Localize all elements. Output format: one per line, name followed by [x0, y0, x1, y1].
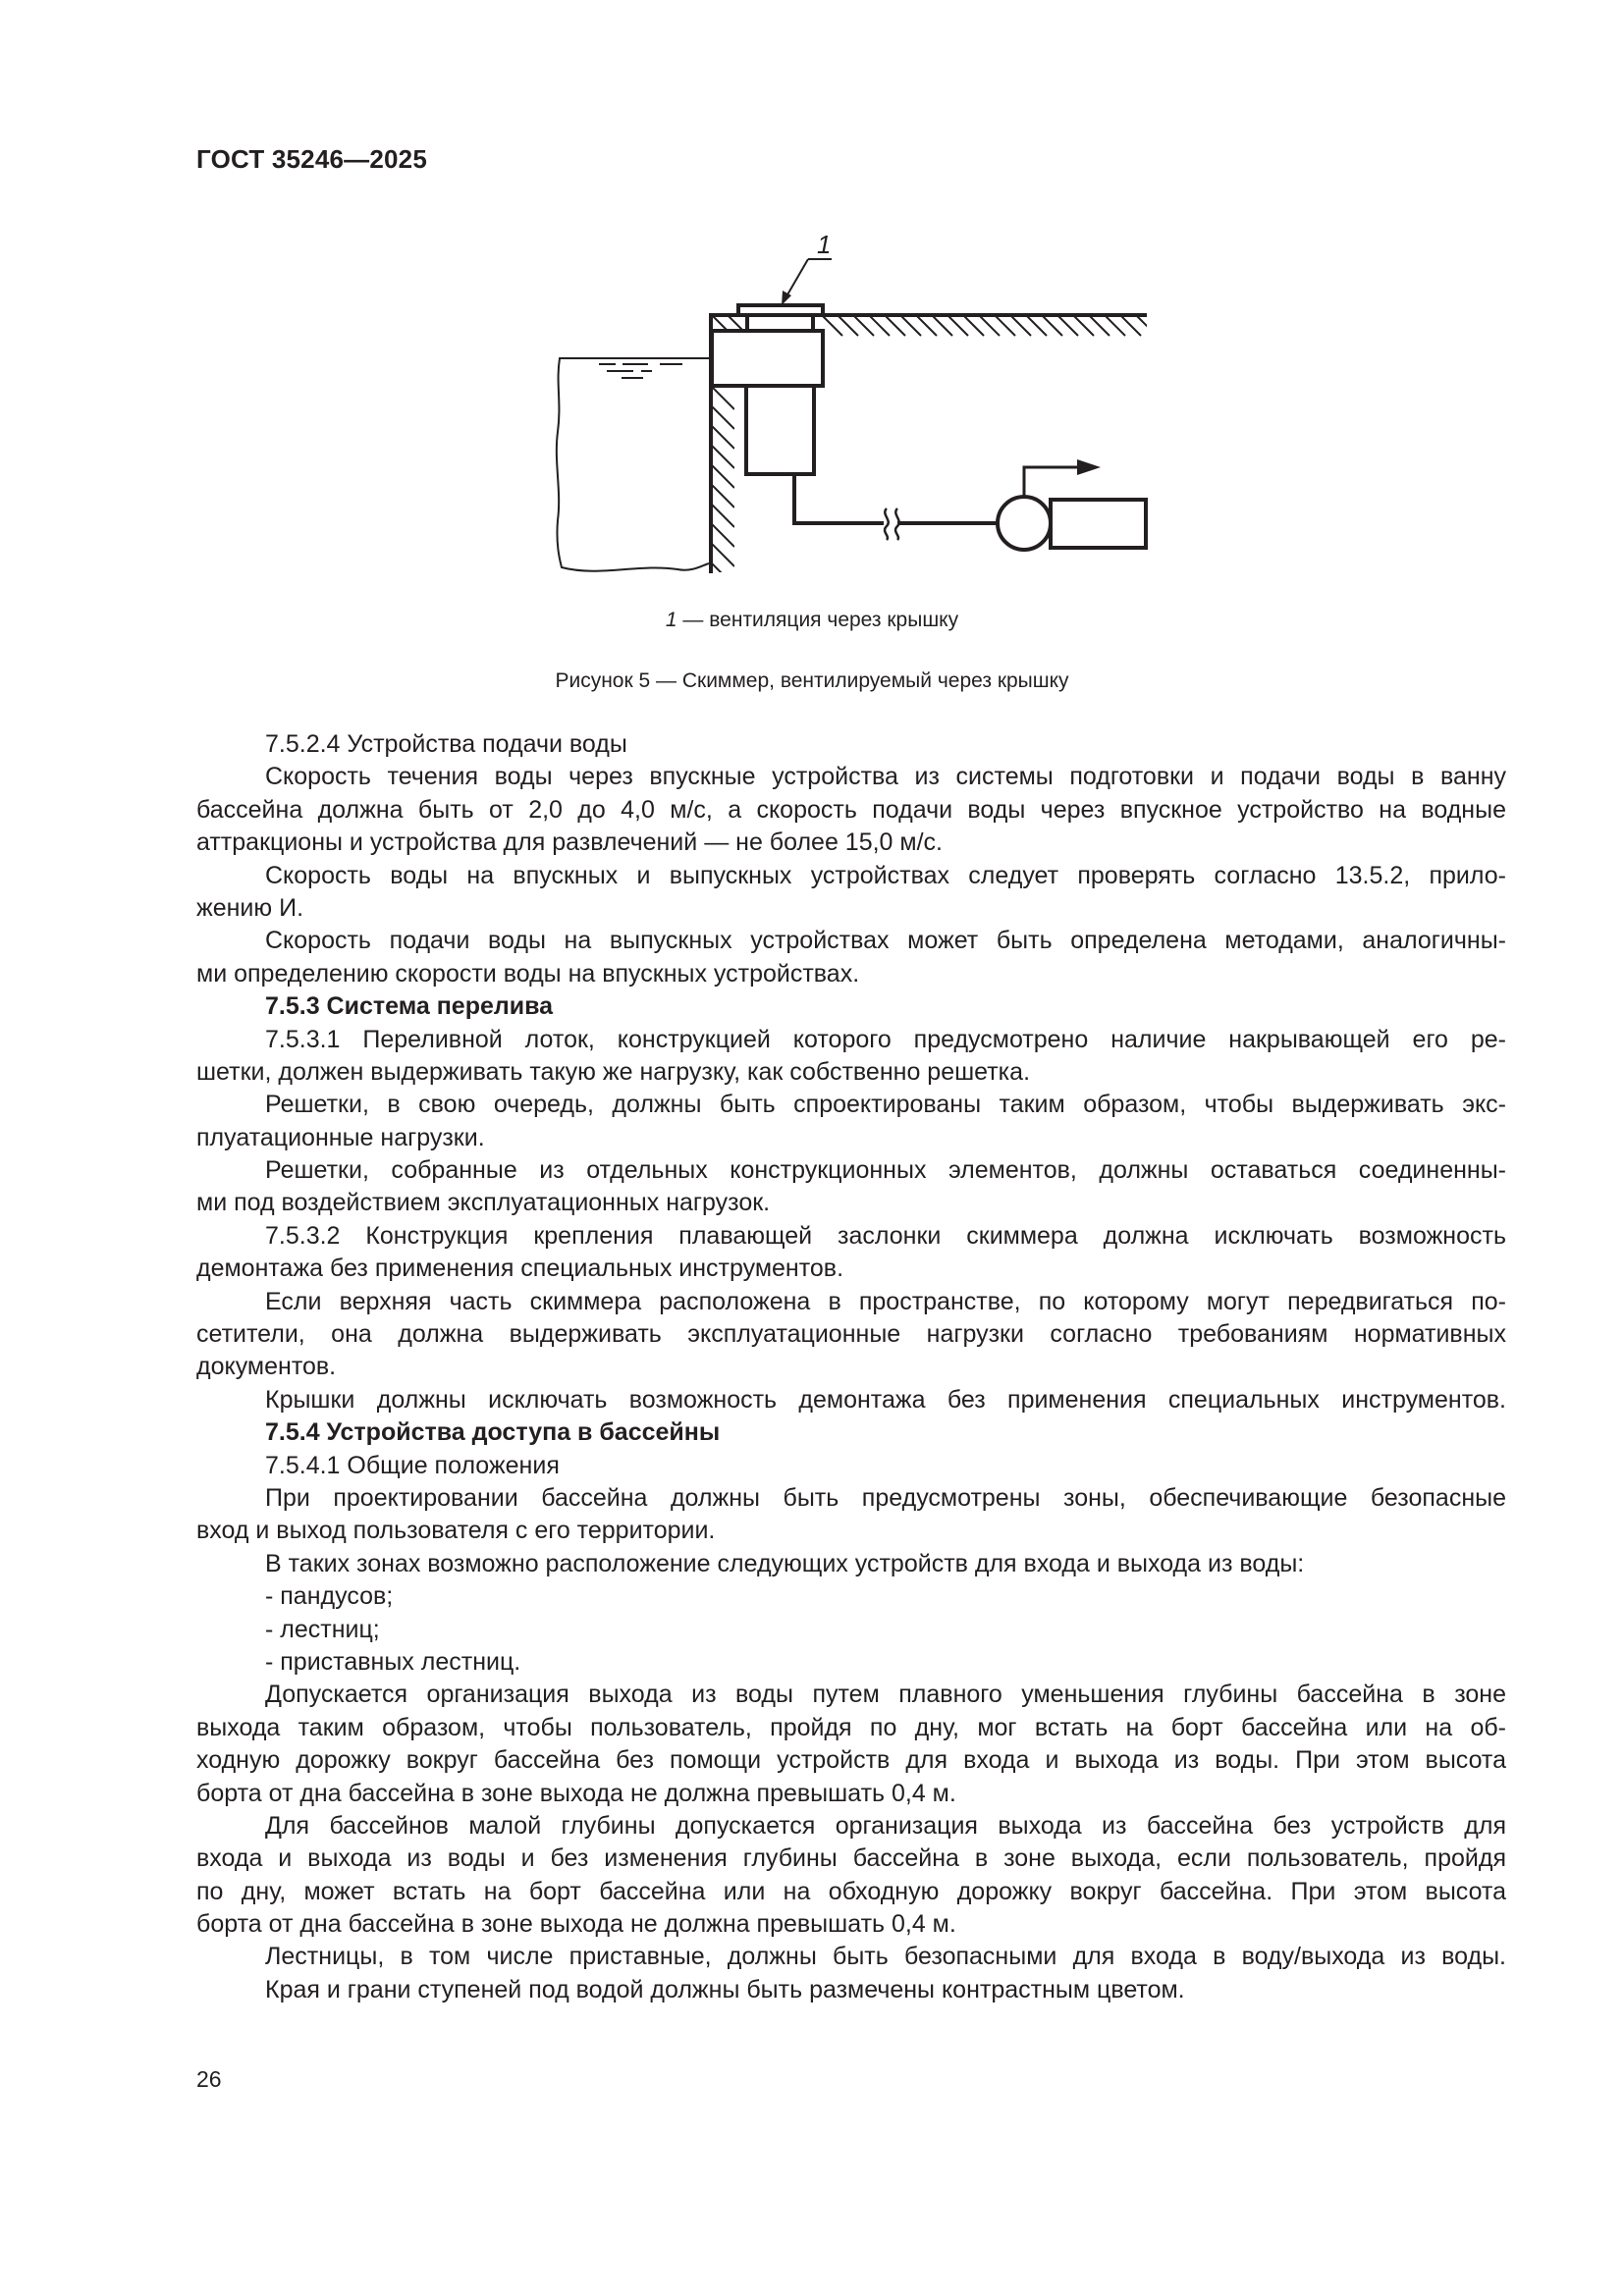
text-line: ми под воздействием эксплуатационных нагрузок.: [196, 1189, 771, 1217]
text-line: вход и выход пользователя с его территории.: [196, 1517, 716, 1545]
text-line: сетители, она должна выдерживать эксплуатационные нагрузки согласно требованиям нормативных: [196, 1320, 1506, 1349]
subsection-title: 7.5.2.4 Устройства подачи воды: [265, 730, 627, 758]
section-heading: 7.5.3 Система перелива: [265, 992, 554, 1021]
text-line: входа и выхода из воды и без изменения глубины бассейна в зоне выхода, если пользователь, пройдя: [196, 1844, 1506, 1873]
pump-motor: [1051, 500, 1146, 548]
text-line: Края и грани ступеней под водой должны быть размечены контрастным цветом.: [265, 1975, 1185, 2003]
text-line: Решетки, в свою очередь, должны быть спроектированы таким образом, чтобы выдерживать экс-: [265, 1091, 1506, 1119]
skimmer-lid: [738, 305, 823, 315]
text-line: Скорость подачи воды на выпускных устройствах может быть определена методами, аналогичны-: [265, 927, 1506, 955]
text-line: борта от дна бассейна в зоне выхода не должна превышать 0,4 м.: [196, 1779, 956, 1807]
figure-caption: Рисунок 5 — Скиммер, вентилируемый через крышку: [555, 669, 1069, 692]
body-text: [196, 728, 1506, 2006]
text-line: Скорость воды на впускных и выпускных устройствах следует проверять согласно 13.5.2, прило-: [265, 861, 1506, 889]
text-line: документов.: [196, 1353, 337, 1381]
text-line: ми определению скорости воды на впускных устройствах.: [196, 959, 860, 988]
list-item: - лестниц;: [265, 1615, 380, 1643]
page-number: 26: [196, 2066, 222, 2092]
text-line: бассейна должна быть от 2,0 до 4,0 м/с, а скорость подачи воды через впускное устройство на водные: [196, 795, 1506, 824]
water-body-outline: [557, 358, 711, 571]
skimmer-basket: [746, 386, 814, 474]
subsection-title: 7.5.4.1 Общие положения: [265, 1451, 560, 1479]
water-level-symbol-icon: [599, 364, 682, 378]
text-line: шетки, должен выдерживать такую же нагрузку, как собственно решетка.: [196, 1057, 1031, 1086]
text-line: жению И.: [196, 893, 304, 922]
text-line: Крышки должны исключать возможность демонтажа без применения специальных инструментов.: [265, 1385, 1506, 1414]
callout-leader: [786, 259, 808, 296]
text-line: Допускается организация выхода из воды путем плавного уменьшения глубины бассейна в зоне: [265, 1681, 1506, 1709]
text-line: Решетки, собранные из отдельных конструкционных элементов, должны оставаться соединенны-: [265, 1156, 1506, 1185]
list-item: - приставных лестниц.: [265, 1647, 521, 1676]
text-line: демонтажа без применения специальных инструментов.: [196, 1255, 844, 1283]
suction-pipe: [794, 474, 884, 523]
text-line: 7.5.3.2 Конструкция крепления плавающей заслонки скиммера должна исключать возможность: [265, 1221, 1506, 1250]
text-line: борта от дна бассейна в зоне выхода не должна превышать 0,4 м.: [196, 1910, 956, 1939]
legend-number: 1: [665, 609, 677, 631]
text-line: Для бассейнов малой глубины допускается организация выхода из бассейна без устройств для: [265, 1811, 1506, 1840]
text-line: аттракционы и устройства для развлечений — не более 15,0 м/с.: [196, 828, 943, 857]
document-header: ГОСТ 35246—2025: [196, 144, 427, 174]
list-item: - пандусов;: [265, 1582, 394, 1611]
section-heading: 7.5.4 Устройства доступа в бассейны: [265, 1418, 721, 1447]
callout-label: 1: [817, 230, 832, 259]
text-line: Если верхняя часть скиммера расположена в пространстве, по которому могут передвигаться по-: [265, 1287, 1506, 1315]
arrow-right-icon: [1077, 459, 1101, 475]
pump-icon: [998, 497, 1051, 550]
callout-arrowhead-icon: [782, 291, 791, 305]
discharge-arrow-line: [1024, 467, 1080, 497]
pipe-break-icon: [885, 508, 899, 540]
text-line: ходную дорожку вокруг бассейна без помощи устройств для входа и выхода из воды. При этом высота: [196, 1746, 1506, 1775]
legend-text: — вентиляция через крышку: [677, 609, 959, 631]
wall-hatching: [711, 386, 734, 586]
text-line: При проектировании бассейна должны быть предусмотрены зоны, обеспечивающие безопасные: [265, 1483, 1506, 1512]
text-line: 7.5.3.1 Переливной лоток, конструкцией которого предусмотрено наличие накрывающей его ре-: [265, 1025, 1506, 1053]
text-line: В таких зонах возможно расположение следующих устройств для входа и выхода из воды:: [265, 1549, 1305, 1577]
text-line: по дну, может встать на борт бассейна или на обходную дорожку вокруг бассейна. При этом высота: [196, 1877, 1506, 1905]
figure-legend: [0, 609, 1624, 632]
skimmer-body: [712, 331, 823, 386]
text-line: Лестницы, в том числе приставные, должны быть безопасными для входа в воду/выхода из воды.: [265, 1943, 1506, 1971]
text-line: Скорость течения воды через впускные устройства из системы подготовки и подачи воды в ванну: [265, 763, 1506, 791]
figure-skimmer-diagram: [0, 0, 1624, 609]
text-line: выхода таким образом, чтобы пользователь, пройдя по дну, мог встать на борт бассейна или на об-: [196, 1713, 1506, 1741]
text-line: плуатационные нагрузки.: [196, 1123, 485, 1151]
